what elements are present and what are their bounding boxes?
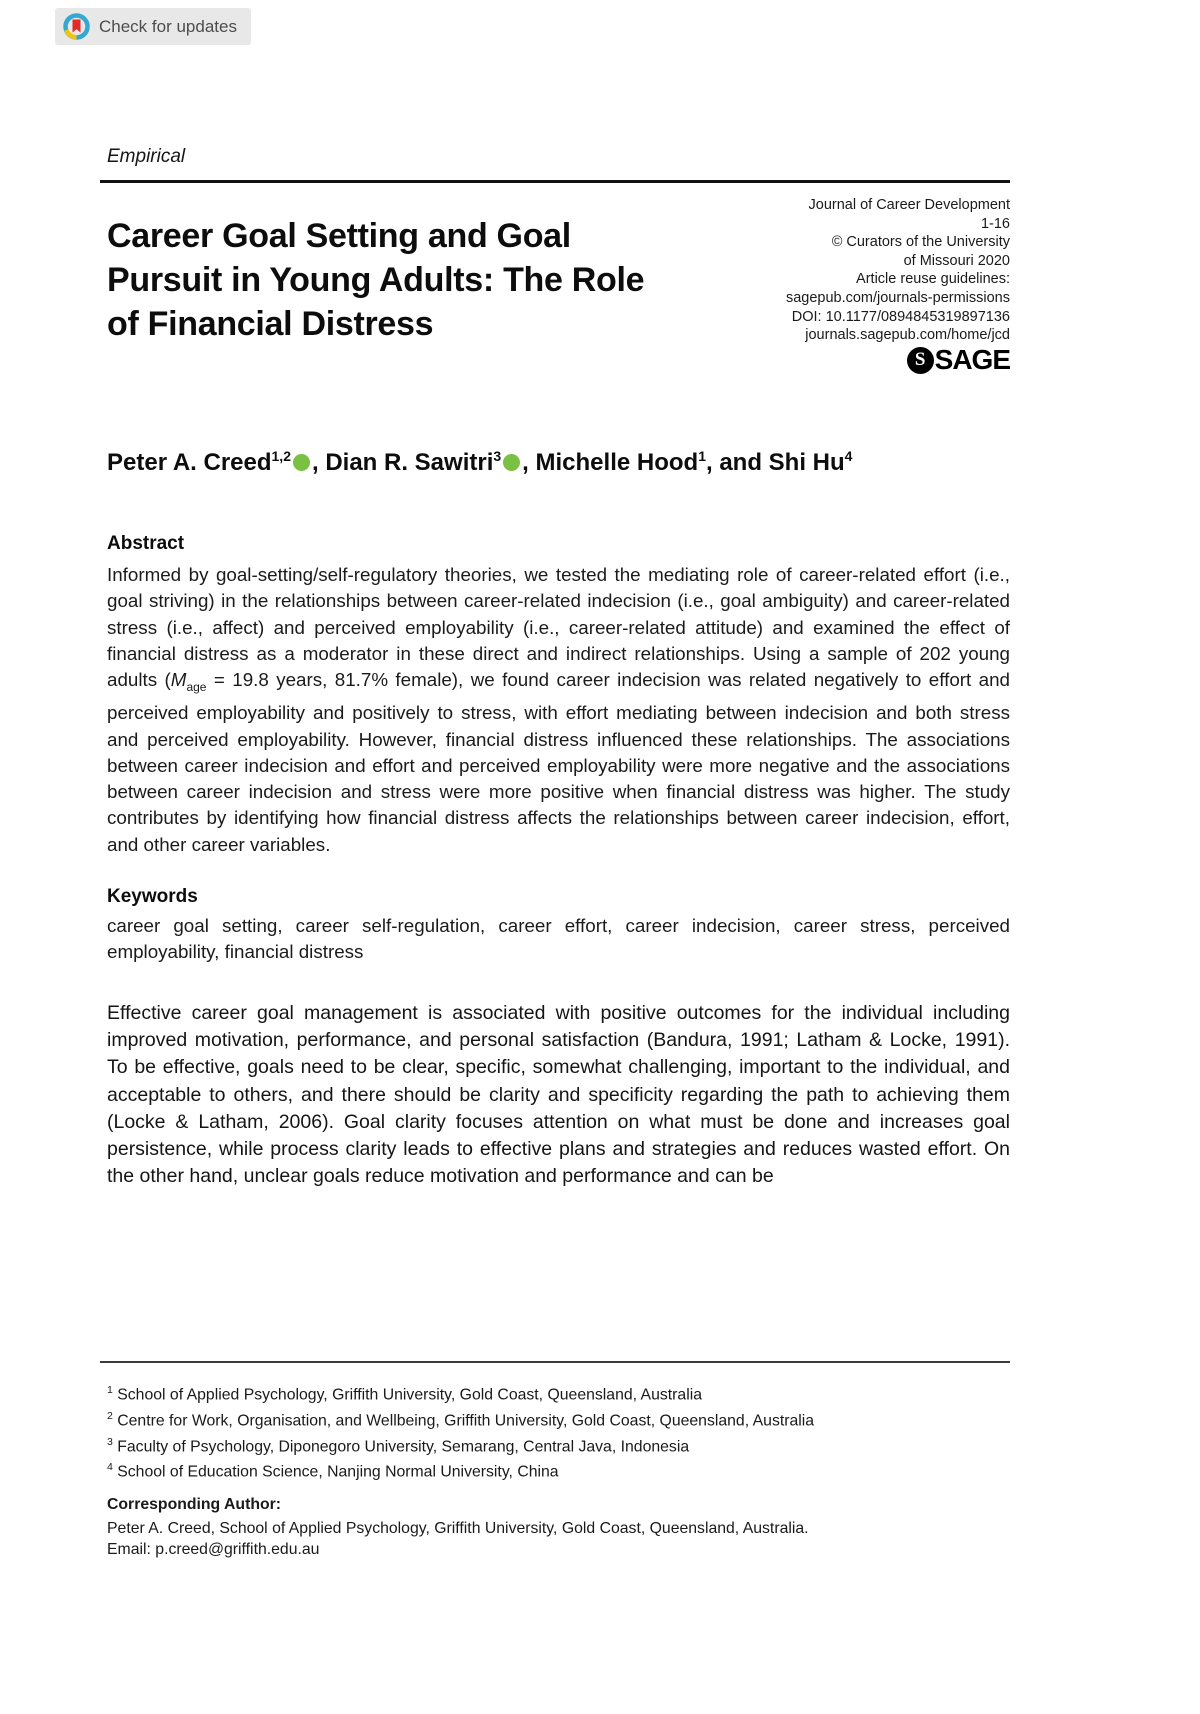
author — [325, 449, 535, 476]
doi-line: DOI: 10.1177/0894845319897136 — [791, 308, 1010, 325]
author-affiliation-sup: 4 — [844, 448, 853, 464]
corresponding-author-address: Peter A. Creed, School of Applied Psychology, Griffith University, Gold Coast, Queensland, Australia. — [107, 1519, 809, 1537]
footnote-marker: 4 — [107, 1461, 113, 1474]
journal-home-link[interactable]: journals.sagepub.com/home/jcd — [805, 327, 1010, 344]
author-name: Shi Hu — [768, 449, 845, 476]
mean-symbol: M — [170, 669, 187, 691]
abstract-part-2: = 19.8 years, 81.7% female), we found career indecision was related negatively to effort and perceived employability and positively to stress, with effort mediating between indecision and both stress and perceived employability. However, financial distress influenced these relationships. The associations between career indecision and effort and perceived employability were more negative and the associations between career indecision and stress were more positive when financial distress was higher. The study contributes by identifying how financial distress affects the relationships between career indecision, effort, and other career variables. — [107, 669, 1010, 855]
abstract-heading: Abstract — [107, 533, 185, 554]
title-line-2: Pursuit in Young Adults: The Role — [107, 261, 645, 299]
sage-logo-text: SAGE — [934, 344, 1010, 375]
orcid-icon[interactable] — [503, 454, 520, 471]
author-affiliation-sup: 1 — [698, 448, 706, 464]
footnote — [107, 1406, 1010, 1432]
author-affiliation-sup: 1,2 — [271, 448, 291, 464]
orcid-icon[interactable] — [293, 454, 310, 471]
mean-subscript: age — [186, 679, 207, 694]
footnote-text: Centre for Work, Organisation, and Wellbeing, Griffith University, Gold Coast, Queensland, Australia — [117, 1412, 815, 1430]
permissions-link[interactable]: sagepub.com/journals-permissions — [785, 289, 1010, 306]
author-affiliation-sup: 3 — [493, 448, 502, 464]
corresponding-author-block — [107, 1494, 1010, 1561]
keywords-heading: Keywords — [107, 886, 198, 907]
email-label: Email: — [107, 1541, 156, 1558]
author-name: Dian R. Sawitri — [325, 449, 494, 476]
sage-disc-icon: S — [907, 347, 934, 374]
footnote — [107, 1457, 1010, 1483]
abstract-paragraph — [107, 562, 1010, 858]
article-title — [107, 214, 807, 346]
section-label: Empirical — [107, 146, 186, 167]
author-byline — [107, 448, 1027, 477]
author-separator: , — [522, 449, 536, 476]
footnote — [107, 1432, 1010, 1458]
footnote-marker: 3 — [107, 1435, 113, 1448]
footnote-marker: 2 — [107, 1409, 113, 1422]
copyright-line-1: © Curators of the University — [831, 234, 1010, 251]
author — [769, 449, 853, 476]
check-for-updates-badge[interactable] — [55, 8, 251, 45]
author-separator: , — [311, 449, 326, 476]
email-link[interactable]: p.creed@griffith.edu.au — [155, 1541, 320, 1558]
footnote-marker: 1 — [107, 1384, 113, 1396]
footnote-text: School of Applied Psychology, Griffith University, Gold Coast, Queensland, Australia — [117, 1386, 703, 1404]
title-line-3: of Financial Distress — [107, 305, 434, 343]
footnote-text: School of Education Science, Nanjing Normal University, China — [117, 1463, 559, 1481]
header-rule — [100, 180, 1010, 183]
keywords-list: career goal setting, career self-regulation, career effort, career indecision, career stress, perceived employability, financial distress — [107, 915, 1010, 963]
sage-logo — [907, 344, 1010, 376]
body-paragraph: Effective career goal management is associated with positive outcomes for the individual including improved motivation, performance, and personal satisfaction (Bandura, 1991; Latham & Locke, 1991). To be effective, goals need to be clear, specific, somewhat challenging, important to the individual, and acceptable to others, and there should be clarity and specificity regarding the path to achieving them (Locke & Latham, 2006). Goal clarity focuses attention on what must be done and increases goal persistence, while process clarity leads to effective plans and strategies and reduces wasted effort. On the other hand, unclear goals reduce motivation and performance and can be — [107, 1002, 1010, 1188]
copyright-line-2: of Missouri 2020 — [903, 252, 1010, 269]
affiliation-footnotes — [107, 1380, 1010, 1483]
author — [536, 449, 769, 476]
author-name: Michelle Hood — [535, 449, 699, 476]
author — [107, 449, 325, 476]
corresponding-author-heading: Corresponding Author: — [107, 1496, 282, 1513]
badge-label: Check for updates — [99, 16, 237, 36]
footnote-rule — [100, 1361, 1010, 1363]
journal-name: Journal of Career Development — [808, 197, 1010, 213]
author-separator: , and — [706, 449, 769, 476]
footnote — [107, 1380, 1010, 1406]
title-line-1: Career Goal Setting and Goal — [107, 217, 571, 255]
footnote-text: Faculty of Psychology, Diponegoro University, Semarang, Central Java, Indonesia — [117, 1437, 690, 1455]
reuse-guidelines-label: Article reuse guidelines: — [856, 271, 1010, 288]
abstract-part-1: Informed by goal-setting/self-regulatory theories, we tested the mediating role of career-related effort (i.e., goal striving) in the relationships between career-related indecision (i.e., goal ambiguity) and career-related stress (i.e., affect) and perceived employability (i.e., career-related attitude) and examined the effect of financial distress as a moderator in these direct and indirect relationships. Using a sample of 202 young adults ( — [107, 564, 1010, 691]
page-range: 1-16 — [980, 215, 1010, 232]
corresponding-author-email-line — [107, 1539, 1010, 1561]
crossmark-icon — [63, 13, 90, 40]
author-name: Peter A. Creed — [107, 449, 272, 476]
